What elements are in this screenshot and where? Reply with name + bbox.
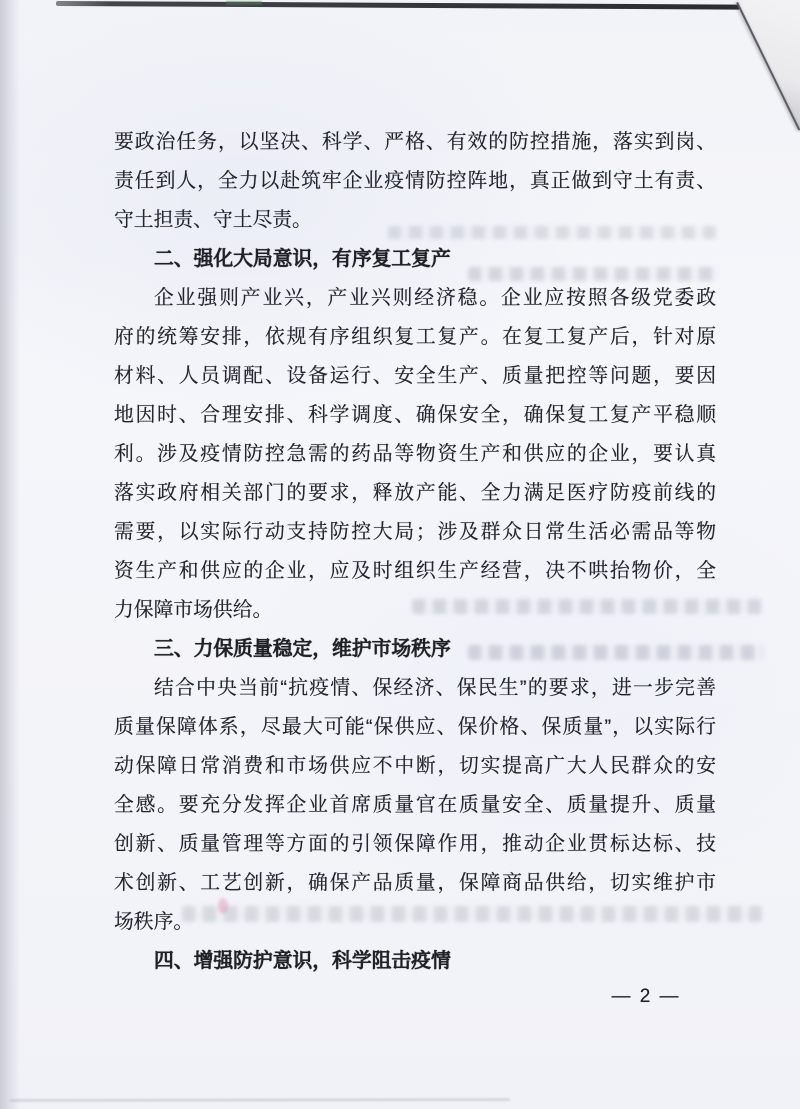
document-line: 创新、质量管理等方面的引领保障作用，推动企业贯标达标、技 <box>114 833 716 855</box>
document-line: 府的统筹安排，依规有序组织复工复产。在复工复产后，针对原 <box>114 326 716 348</box>
bottom-page-edge <box>10 1099 510 1102</box>
document-line: 责任到人，全力以赴筑牢企业疫情防控阵地，真正做到守土有责、 <box>114 170 716 192</box>
document-line: 守土担责、守土尽责。 <box>114 209 312 231</box>
document-line: 企业强则产业兴，产业兴则经济稳。企业应按照各级党委政 <box>154 287 716 309</box>
document-line: 要政治任务，以坚决、科学、严格、有效的防控措施，落实到岗、 <box>114 131 716 153</box>
section-heading: 二、强化大局意识，有序复工复产 <box>154 248 451 270</box>
top-scan-edge-tint <box>226 1 262 5</box>
document-line: 资生产和供应的企业，应及时组织生产经营，决不哄抬物价，全 <box>114 560 716 582</box>
document-line: 需要，以实际行动支持防控大局；涉及群众日常生活必需品等物 <box>114 521 716 543</box>
section-heading: 四、增强防护意识，科学阻击疫情 <box>154 950 451 972</box>
section-heading: 三、力保质量稳定，维护市场秩序 <box>154 638 451 660</box>
document-line: 质量保障体系，尽最大可能“保供应、保价格、保质量”，以实际行 <box>114 716 716 738</box>
document-line: 落实政府相关部门的要求，释放产能、全力满足医疗防疫前线的 <box>114 482 716 504</box>
document-line: 利。涉及疫情防控急需的药品等物资生产和供应的企业，要认真 <box>114 443 716 465</box>
document-line: 全感。要充分发挥企业首席质量官在质量安全、质量提升、质量 <box>114 794 716 816</box>
document-line: 术创新、工艺创新，确保产品质量，保障商品供给，切实维护市 <box>114 872 716 894</box>
document-line: 材料、人员调配、设备运行、安全生产、质量把控等问题，要因 <box>114 365 716 387</box>
document-body <box>114 123 716 981</box>
document-line: 场秩序。 <box>114 911 194 933</box>
document-line: 结合中央当前“抗疫情、保经济、保民生”的要求，进一步完善 <box>154 677 716 699</box>
top-scan-edge <box>56 1 740 10</box>
page-number: — 2 — <box>611 986 681 1007</box>
document-line: 力保障市场供给。 <box>114 599 273 621</box>
document-line: 动保障日常消费和市场供应不中断，切实提高广大人民群众的安 <box>114 755 716 777</box>
left-page-edge-shadow <box>0 0 20 1109</box>
document-line: 地因时、合理安排、科学调度、确保安全，确保复工复产平稳顺 <box>114 404 716 426</box>
